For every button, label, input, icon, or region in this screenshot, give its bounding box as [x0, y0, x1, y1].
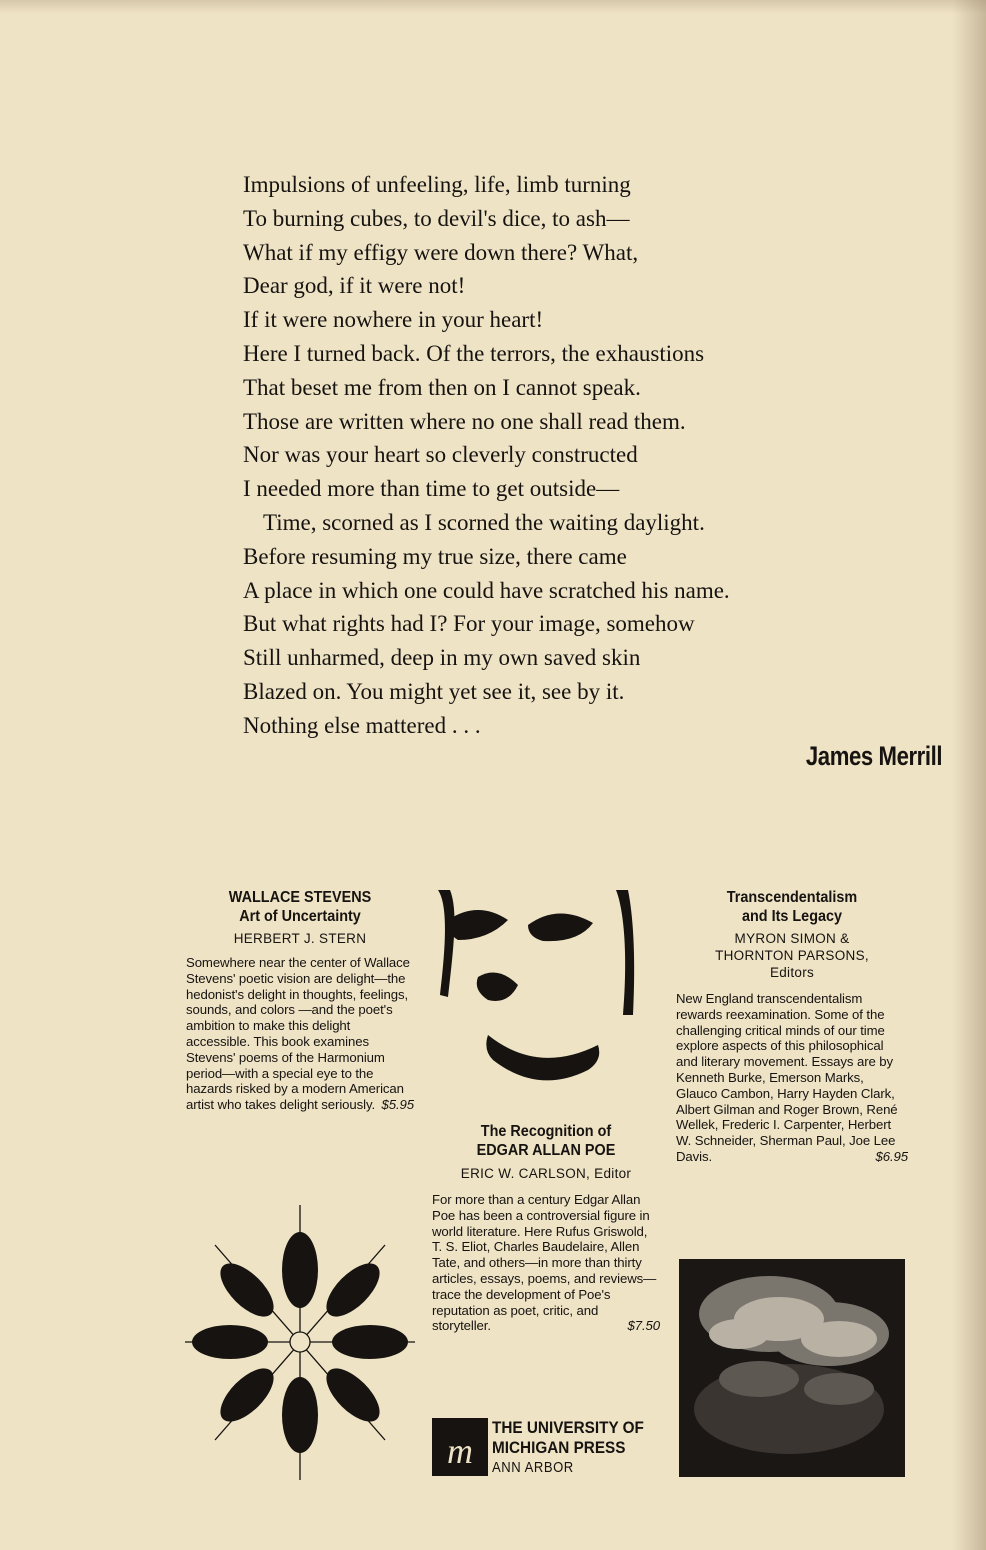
ad-poe — [432, 1122, 660, 1334]
flower-illustration — [185, 1205, 415, 1480]
ad-description: Somewhere near the center of Wallace Stevens' poetic vision are delight—the hedonist's delight in thoughts, feelings, sounds, and colors —and the poet's ambition to make this delight accessible. This book examines Stevens' poems of the Harmonium period—with a special eye to the hazards risked by a modern American artist who takes delight seriously. — [186, 955, 410, 1113]
ad-subtitle: The Recognition of — [480, 1123, 612, 1140]
poem-line: If it were nowhere in your heart! — [243, 307, 544, 333]
poem — [243, 168, 943, 743]
ad-body — [186, 955, 414, 1113]
ad-price: $6.95 — [875, 1148, 908, 1164]
poem-line: A place in which one could have scratched his name. — [243, 577, 730, 603]
ad-transcendentalism — [676, 888, 908, 1165]
poem-line: Nothing else mattered . . . — [243, 712, 481, 738]
poem-line: To burning cubes, to devil's dice, to ash— — [243, 205, 630, 231]
press-line-2: MICHIGAN PRESS — [492, 1438, 626, 1457]
press-name — [492, 1418, 644, 1478]
ad-title: Transcendentalism — [726, 889, 858, 906]
ad-description: New England transcendentalism rewards reexamination. Some of the challenging critical minds of our time explore aspects of this philosophical and literary movement. Essays are by Kenneth Burke, Emerson Marks, Glauco Cambon, Harry Hayden Clark, Albert Gilman and Roger Brown, René Wellek, Frederic I. Carpenter, Herbert W. Schneider, Sherman Paul, Joe Lee Davis. — [676, 991, 898, 1164]
ad-price: $5.95 — [381, 1097, 414, 1113]
press-line-1: THE UNIVERSITY OF — [492, 1418, 644, 1437]
cloud-photo — [679, 1259, 905, 1477]
ad-subtitle: and Its Legacy — [741, 908, 843, 925]
poem-line: What if my effigy were down there? What, — [243, 239, 639, 265]
press-logo: m — [432, 1418, 488, 1476]
ad-title: EDGAR ALLAN POE — [476, 1142, 616, 1159]
page-gutter-shadow — [952, 0, 986, 1550]
ad-author: THORNTON PARSONS, — [715, 948, 869, 963]
ad-stevens — [186, 888, 414, 1113]
poem-line: But what rights had I? For your image, somehow — [243, 611, 695, 637]
poem-line: Before resuming my true size, there came — [243, 543, 627, 569]
poem-author: James Merrill — [805, 741, 942, 771]
poem-line: Dear god, if it were not! — [243, 273, 466, 299]
ad-body — [432, 1192, 660, 1334]
poem-line: Blazed on. You might yet see it, see by it. — [243, 678, 625, 704]
ad-description: For more than a century Edgar Allan Poe has been a controversial figure in world literature. Here Rufus Griswold, T. S. Eliot, Charles Baudelaire, Allen Tate, and others—in more than thirty articles, essays, poems, and reviews—trace the development of Poe's reputation as poet, critic, and storyteller. — [432, 1192, 657, 1334]
poem-line: Still unharmed, deep in my own saved skin — [243, 645, 641, 671]
ad-subtitle: Art of Uncertainty — [239, 908, 361, 925]
ad-body — [676, 991, 908, 1165]
press-city: ANN ARBOR — [492, 1460, 574, 1476]
ad-author-role: Editors — [769, 965, 815, 980]
ad-price: $7.50 — [627, 1318, 660, 1334]
poem-line: Nor was your heart so cleverly constructed — [243, 442, 638, 468]
ad-author: MYRON SIMON & — [734, 931, 850, 946]
poem-line: Those are written where no one shall read them. — [243, 408, 686, 434]
poem-line: That beset me from then on I cannot speak. — [243, 374, 641, 400]
poem-line: Time, scorned as I scorned the waiting daylight. — [263, 509, 705, 535]
page-top-shadow — [0, 0, 986, 14]
poem-line: Here I turned back. Of the terrors, the exhaustions — [243, 340, 705, 366]
ad-title: WALLACE STEVENS — [228, 889, 372, 906]
poe-portrait-illustration — [428, 885, 638, 1120]
poem-line: Impulsions of unfeeling, life, limb turning — [243, 172, 631, 197]
poem-line: I needed more than time to get outside— — [243, 476, 620, 502]
ad-author: ERIC W. CARLSON, Editor — [460, 1166, 632, 1181]
ad-author: HERBERT J. STERN — [233, 931, 367, 946]
